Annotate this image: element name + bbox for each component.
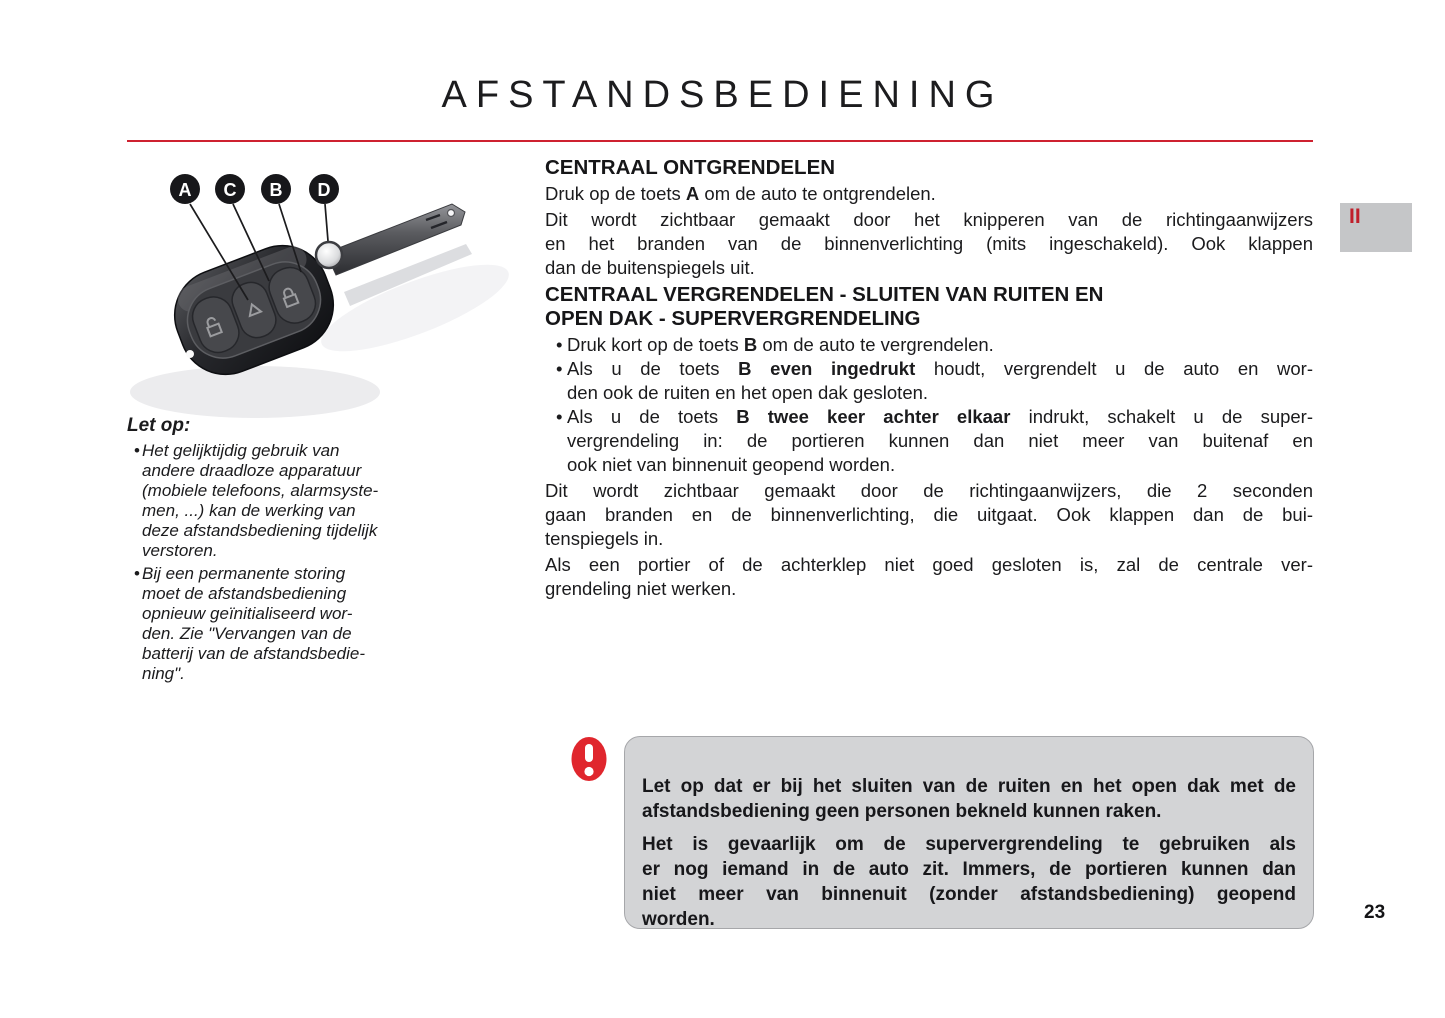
- key-shadow: [130, 366, 380, 418]
- text-line: Dit wordt zichtbaar gemaakt door de richtingaanwijzers, die 2 seconden: [545, 480, 1313, 501]
- text-line: CENTRAAL VERGRENDELEN - SLUITEN VAN RUITEN EN: [545, 283, 1104, 306]
- bullet-item: [545, 405, 1313, 477]
- keyring-hole: [448, 210, 455, 217]
- text-line: Bij een permanente storing: [142, 564, 346, 583]
- paragraph: [545, 553, 1313, 601]
- section2-bullets: [545, 333, 1313, 477]
- text-line: Druk kort op de toets B om de auto te vergrendelen.: [567, 334, 994, 355]
- bullet-text: [142, 441, 527, 561]
- text-line: ook niet van binnenuit geopend worden.: [567, 454, 896, 475]
- text-line: Druk op de toets A om de auto te ontgrendelen.: [545, 183, 936, 204]
- text-line: Als u de toets B twee keer achter elkaar indrukt, schakelt u de super-: [567, 406, 1314, 427]
- bullet-text: [142, 564, 527, 684]
- text-line: Als u de toets B even ingedrukt houdt, vergrendelt u de auto en wor-: [567, 358, 1314, 379]
- text-line: batterij van de afstandsbedie-: [142, 644, 366, 663]
- bullet-item: [127, 441, 527, 561]
- text-line: grendeling niet werken.: [545, 578, 737, 599]
- chapter-tab: [1340, 203, 1412, 252]
- text-line: OPEN DAK - SUPERVERGRENDELING: [545, 307, 921, 330]
- bullet-text: [567, 357, 1313, 405]
- note-bullets: [127, 441, 527, 684]
- chapter-tab-label: II: [1349, 205, 1361, 228]
- bullet-marker: •: [134, 564, 140, 583]
- note-heading: Let op:: [127, 415, 191, 436]
- side-note: [127, 414, 527, 684]
- section2-paragraphs: [545, 479, 1313, 601]
- label-d: D: [317, 180, 331, 200]
- section2-heading: [545, 283, 1313, 331]
- text-line: den ook de ruiten en het open dak gesloten.: [567, 382, 929, 403]
- body-notch: [186, 350, 194, 358]
- warning-box: [624, 736, 1314, 929]
- text-line: andere draadloze apparatuur: [142, 461, 362, 480]
- text-line: vergrendeling in: de portieren kunnen dan niet meer van buitenaf en: [567, 430, 1313, 451]
- text-line: afstandsbediening geen personen bekneld kunnen raken.: [642, 801, 1162, 822]
- main-text-column: [545, 156, 1313, 601]
- paragraph: [545, 182, 1313, 206]
- text-line: opnieuw geïnitialiseerd wor-: [142, 604, 353, 623]
- paragraph: [545, 208, 1313, 280]
- warning-paragraphs: [642, 774, 1296, 932]
- bullet-item: [127, 564, 527, 684]
- section1-paragraphs: [545, 182, 1313, 280]
- text-line: Dit wordt zichtbaar gemaakt door het knipperen van de richtingaanwijzers: [545, 209, 1313, 230]
- text-line: verstoren.: [142, 541, 218, 560]
- label-c: C: [223, 180, 237, 200]
- label-b: B: [269, 180, 283, 200]
- text-line: Het gelijktijdig gebruik van: [142, 441, 340, 460]
- text-line: ning".: [142, 664, 185, 683]
- text-line: er nog iemand in de auto zit. Immers, de portieren kunnen dan: [642, 859, 1296, 880]
- text-line: (mobiele telefoons, alarmsyste-: [142, 481, 379, 500]
- text-line: deze afstandsbediening tijdelijk: [142, 521, 378, 540]
- bullet-marker: •: [556, 358, 563, 379]
- text-line: gaan branden en de binnenverlichting, die uitgaat. Ook klappen dan de bui-: [545, 504, 1313, 525]
- text-line: Het is gevaarlijk om de supervergrendeling te gebruiken als: [642, 834, 1296, 855]
- bullet-marker: •: [556, 334, 563, 355]
- text-line: worden.: [642, 909, 715, 930]
- page-number: 23: [1364, 902, 1386, 923]
- text-line: tenspiegels in.: [545, 528, 664, 549]
- warning-exclamation-icon: [568, 734, 610, 786]
- title-rule: [127, 140, 1313, 142]
- bullet-item: [545, 333, 1313, 357]
- label-a: A: [178, 180, 192, 200]
- text-line: men, ...) kan de werking van: [142, 501, 356, 520]
- paragraph: [642, 832, 1296, 932]
- section2-heading-lines: [545, 283, 1313, 331]
- text-line: moet de afstandsbediening: [142, 584, 347, 603]
- page-title: AFSTANDSBEDIENING: [441, 74, 1004, 116]
- text-line: en het branden van de binnenverlichting (mits ingeschakeld). Ook klappen: [545, 233, 1313, 254]
- bullet-item: [545, 357, 1313, 405]
- text-line: niet meer van binnenuit (zonder afstandsbediening) geopend: [642, 884, 1296, 905]
- remote-key-illustration: [120, 158, 540, 438]
- text-line: dan de buitenspiegels uit.: [545, 257, 755, 278]
- bullet-marker: •: [556, 406, 563, 427]
- paragraph: [642, 774, 1296, 824]
- paragraph: [545, 479, 1313, 551]
- section1-heading: CENTRAAL ONTGRENDELEN: [545, 156, 836, 179]
- bullet-marker: •: [134, 441, 140, 460]
- bullet-text: [567, 333, 1313, 357]
- text-line: Let op dat er bij het sluiten van de ruiten en het open dak met de: [642, 776, 1296, 797]
- text-line: Als een portier of de achterklep niet goed gesloten is, zal de centrale ver-: [545, 554, 1313, 575]
- remote-key-figure: [120, 158, 540, 438]
- bullet-text: [567, 405, 1313, 477]
- text-line: den. Zie "Vervangen van de: [142, 624, 352, 643]
- key-release-button: [316, 242, 342, 268]
